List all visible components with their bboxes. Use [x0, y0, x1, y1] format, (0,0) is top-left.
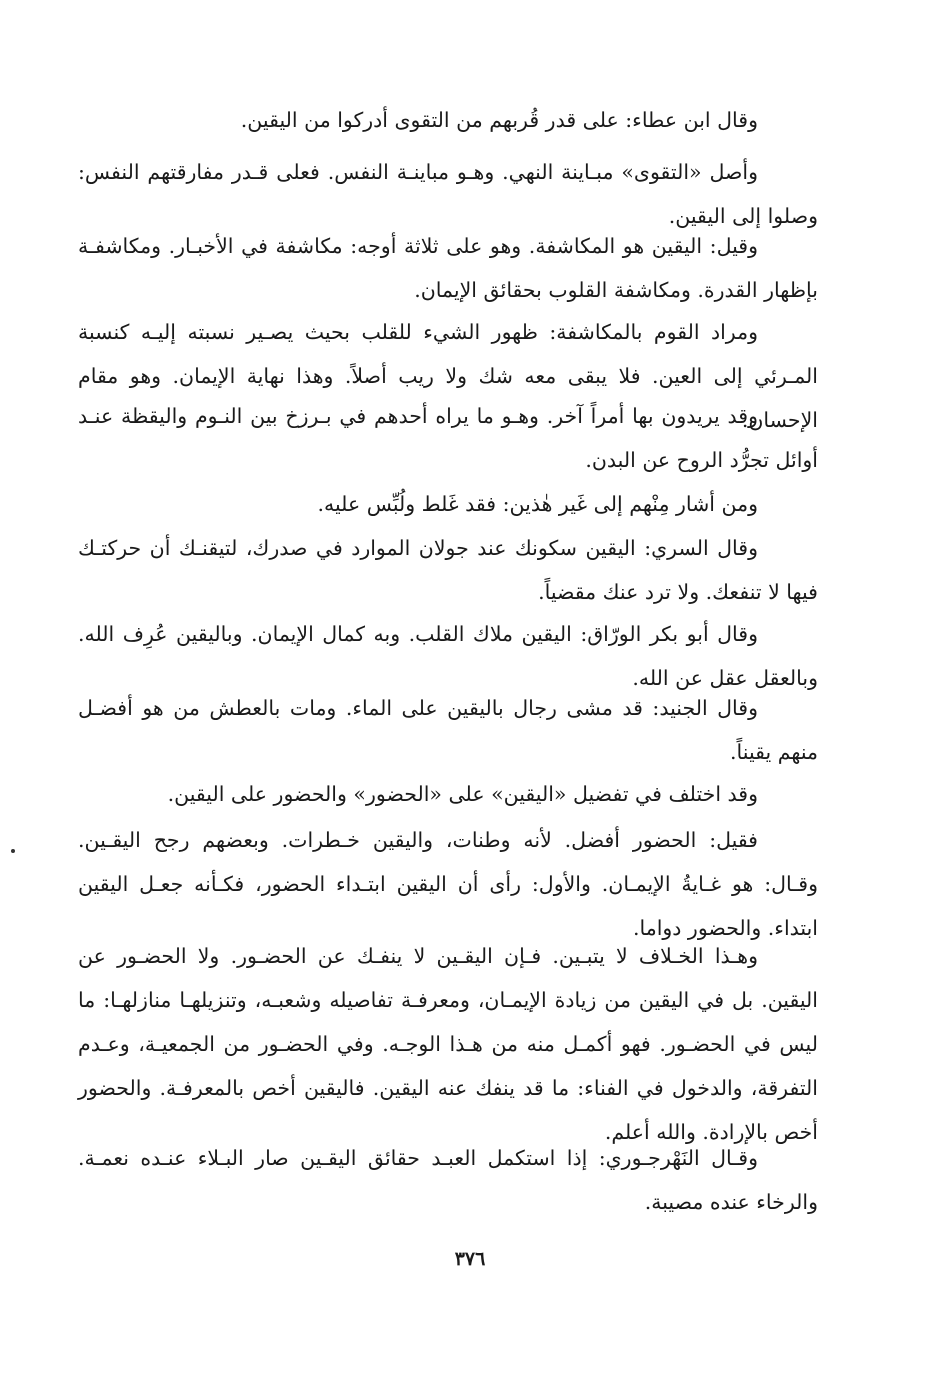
paragraph-ibn-ataa: وقال ابن عطاء: على قدر قُربهم من التقوى أدركوا من اليقين.: [240, 108, 758, 132]
paragraph-abu-bakr-warraq: وقال أبو بكر الورّاق: اليقين ملاك القلب. وبه كمال الإيمان. وباليقين عُرِف الله. وبالعقل عقل عن الله.: [78, 622, 818, 690]
margin-dot: [11, 849, 15, 853]
paragraph-mukashafa-meaning: ومراد القوم بالمكاشفة: ظهور الشيء للقلب بحيث يصـير نسبته إليـه كنسبة المـرئي إلى العين. فلا يبقى معه شك ولا ريب أصلاً. وهذا نهاية الإيمان. وهو مقام الإحسان.: [78, 320, 818, 432]
paragraph-al-sari: وقال السري: اليقين سكونك عند جولان الموارد في صدرك، لتيقنـك أن حركتـك فيها لا تنفعك. ولا ترد عنك مقضياً.: [78, 536, 818, 604]
paragraph-other-view: ومن أشار مِنْهم إلى غَير هٰذين: فقد غَلط ولُبِّس عليه.: [317, 492, 758, 516]
paragraph-al-junayd: وقال الجنيد: قد مشى رجال باليقين على الماء. ومات بالعطش من هو أفضـل منهم يقيناً.: [78, 696, 818, 764]
paragraph-hudur-preferred: فقيل: الحضور أفضل. لأنه وطنات، واليقين خـطرات. وبعضهم رجح اليقـين. وقـال: هو غـايةُ الإيمـان. والأول: رأى أن اليقين ابتـداء الحضور، فكـأنه جعـل اليقين ابتداء. والحضور دواما.: [78, 828, 818, 940]
paragraph-nahrajuri: وقـال النَهْرجـوري: إذا استكمل العبـد حقائق اليقـين صار البـلاء عنـده نعمـة. والرخاء عنده مصيبة.: [78, 1146, 818, 1214]
paragraph-disagreement: وقد اختلف في تفضيل «اليقين» على «الحضور» والحضور على اليقين.: [167, 782, 758, 806]
page-number: ٣٧٦: [454, 1248, 486, 1270]
paragraph-taqwa-origin: وأصل «التقوى» مبـاينة النهي. وهـو مباينـة النفس. فعلى قـدر مفارقتهم النفس: وصلوا إلى اليقين.: [78, 160, 818, 228]
paragraph-barzakh: وقد يريدون بها أمراً آخر. وهـو ما يراه أحدهم في بـرزخ بين النـوم واليقظة عنـد أوائل تجرُّد الروح عن البدن.: [78, 404, 818, 472]
paragraph-mukashafa: وقيل: اليقين هو المكاشفة. وهو على ثلاثة أوجه: مكاشفة في الأخبـار. ومكاشفـة بإظهار القدرة. ومكاشفة القلوب بحقائق الإيمان.: [78, 234, 818, 302]
paragraph-no-conflict: وهـذا الخـلاف لا يتبـين. فـإن اليقـين لا ينفـك عن الحضـور. ولا الحضـور عن اليقين. بل في اليقين من زيادة الإيمـان، ومعرفـة تفاصيله وشعبـه، وتنزيلهـا منازلهـا: ما ليس في الحضـور. فهو أكمـل منه من هـذا الوجـه. وفي الحضـور من الجمعيـة، وعـدم التفرقة، والدخول في الفناء: ما قد ينفك عنه اليقين. فاليقين أخص بالمعرفـة. والحضور أخص بالإرادة. والله أعلم.: [78, 944, 818, 1144]
